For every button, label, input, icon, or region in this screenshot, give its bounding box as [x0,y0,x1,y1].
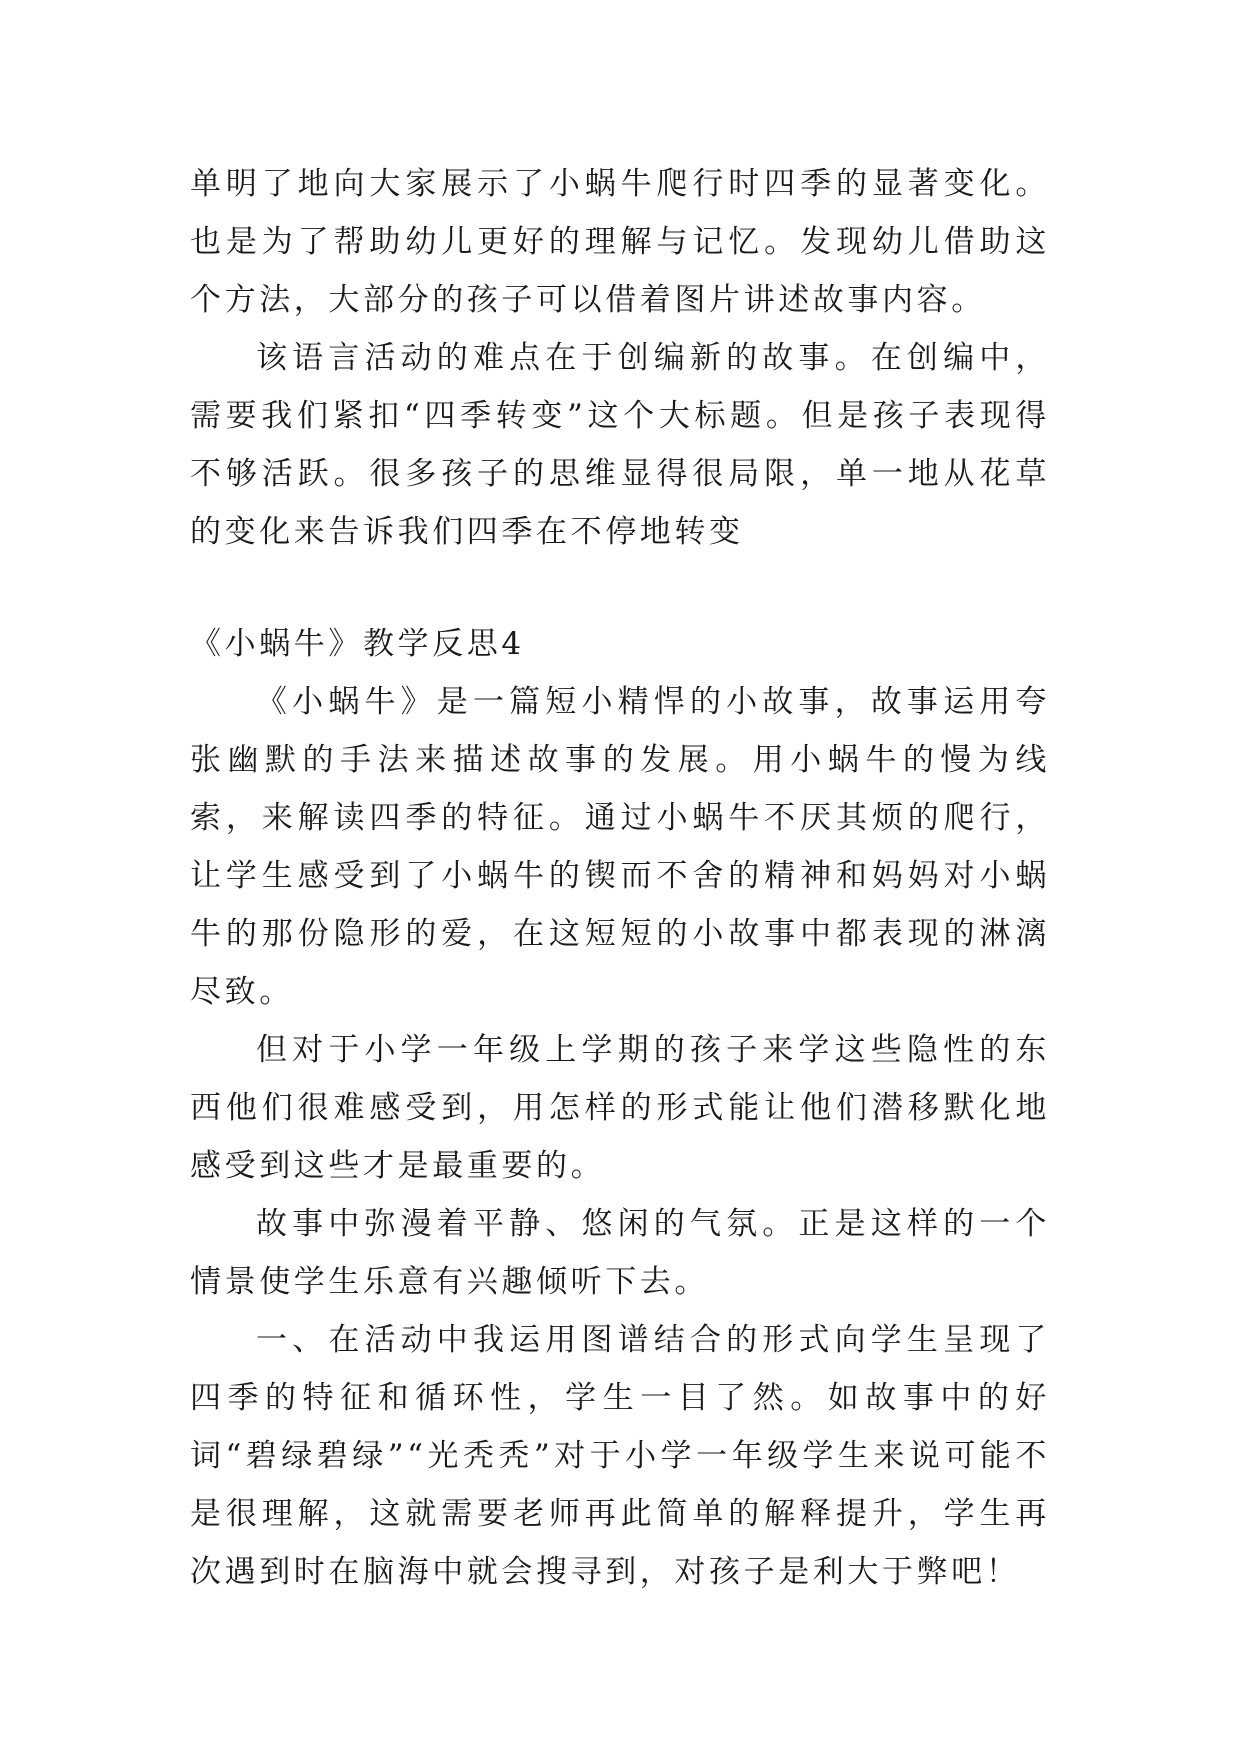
paragraph: 但对于小学一年级上学期的孩子来学这些隐性的东西他们很难感受到，用怎样的形式能让他们潜移默化地感受到这些才是最重要的。 [190,1032,1050,1184]
paragraph: 一、在活动中我运用图谱结合的形式向学生呈现了四季的特征和循环性，学生一目了然。如故事中的好词“碧绿碧绿”“光秃秃”对于小学一年级学生来说可能不是很理解，这就需要老师再此简单的解释提升，学生再次遇到时在脑海中就会搜寻到，对孩子是利大于弊吧！ [190,1322,1050,1590]
paragraph: 单明了地向大家展示了小蜗牛爬行时四季的显著变化。也是为了帮助幼儿更好的理解与记忆。发现幼儿借助这个方法，大部分的孩子可以借着图片讲述故事内容。 [190,166,1050,318]
paragraph: 该语言活动的难点在于创编新的故事。在创编中，需要我们紧扣“四季转变”这个大标题。但是孩子表现得不够活跃。很多孩子的思维显得很局限，单一地从花草的变化来告诉我们四季在不停地转变 [190,340,1050,550]
section-reflection-4 [190,615,1050,1601]
paragraph: 故事中弥漫着平静、悠闲的气氛。正是这样的一个情景使学生乐意有兴趣倾听下去。 [190,1206,1050,1300]
section-title: 《小蜗牛》教学反思4 [190,626,525,662]
section-continuation [190,155,1050,561]
paragraph: 《小蜗牛》是一篇短小精悍的小故事，故事运用夸张幽默的手法来描述故事的发展。用小蜗牛的慢为线索，来解读四季的特征。通过小蜗牛不厌其烦的爬行，让学生感受到了小蜗牛的锲而不舍的精神和妈妈对小蜗牛的那份隐形的爱，在这短短的小故事中都表现的淋漓尽致。 [190,684,1050,1010]
